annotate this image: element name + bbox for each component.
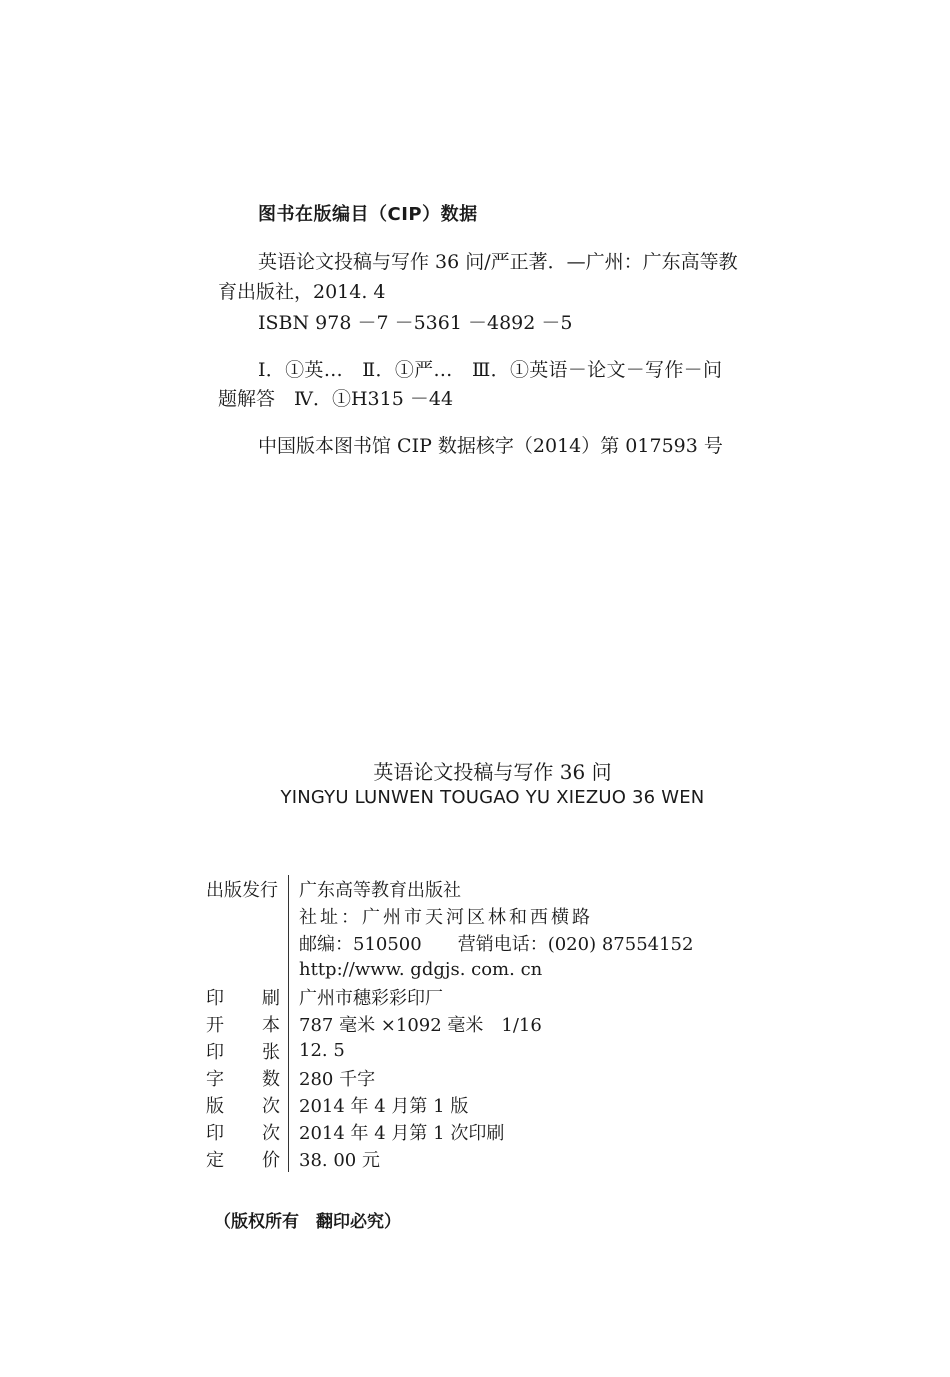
cip-catalog-number: 中国版本图书馆 CIP 数据核字（2014）第 017593 号: [258, 435, 723, 457]
price-row: [206, 1145, 693, 1172]
copyright-notice: （版权所有 翻印必究）: [214, 1212, 401, 1232]
sheets-value: 12. 5: [288, 1037, 345, 1064]
edition-label: 版 次: [206, 1095, 280, 1117]
words-label: 字 数: [206, 1068, 280, 1090]
cip-publisher-line: 育出版社，2014. 4: [218, 281, 386, 303]
book-title-chinese: 英语论文投稿与写作 36 问: [373, 760, 612, 784]
postcode-phone-value: 邮编：510500 营销电话：(020) 87554152: [288, 929, 693, 956]
price-value: 38. 00 元: [288, 1145, 380, 1172]
format-row: [206, 1010, 693, 1037]
words-row: [206, 1064, 693, 1091]
printer-row: [206, 983, 693, 1010]
words-value: 280 千字: [288, 1064, 375, 1091]
address-row: [206, 902, 693, 929]
book-title-pinyin: YINGYU LUNWEN TOUGAO YU XIEZUO 36 WEN: [280, 787, 705, 808]
publisher-label: 出版发行: [206, 879, 278, 901]
website-row: [206, 956, 693, 983]
format-label: 开 本: [206, 1014, 280, 1036]
publisher-row: [206, 875, 693, 902]
publisher-value: 广东高等教育出版社: [288, 875, 461, 902]
sheets-row: [206, 1037, 693, 1064]
printer-label: 印 刷: [206, 987, 280, 1009]
impression-value: 2014 年 4 月第 1 次印刷: [288, 1118, 504, 1145]
postcode-row: [206, 929, 693, 956]
price-label: 定 价: [206, 1149, 280, 1171]
address-value: 社址：广州市天河区林和西横路: [288, 902, 593, 929]
cip-classification-line1: Ⅰ．①英… Ⅱ．①严… Ⅲ．①英语－论文－写作－问: [258, 359, 723, 381]
sheets-label: 印 张: [206, 1041, 280, 1063]
format-value: 787 毫米 ×1092 毫米 1/16: [288, 1010, 542, 1037]
edition-row: [206, 1091, 693, 1118]
printer-value: 广州市穗彩彩印厂: [288, 983, 443, 1010]
cip-title-line: 英语论文投稿与写作 36 问/严正著．—广州：广东高等教: [258, 251, 738, 273]
publication-info-table: [206, 875, 693, 1172]
cip-isbn: ISBN 978 －7 －5361 －4892 －5: [258, 312, 573, 334]
impression-row: [206, 1118, 693, 1145]
cip-heading: 图书在版编目（CIP）数据: [258, 204, 478, 225]
impression-label: 印 次: [206, 1122, 280, 1144]
cip-classification-line2: 题解答 Ⅳ．①H315 －44: [218, 388, 454, 410]
edition-value: 2014 年 4 月第 1 版: [288, 1091, 468, 1118]
website-value: http://www. gdgjs. com. cn: [288, 956, 542, 983]
